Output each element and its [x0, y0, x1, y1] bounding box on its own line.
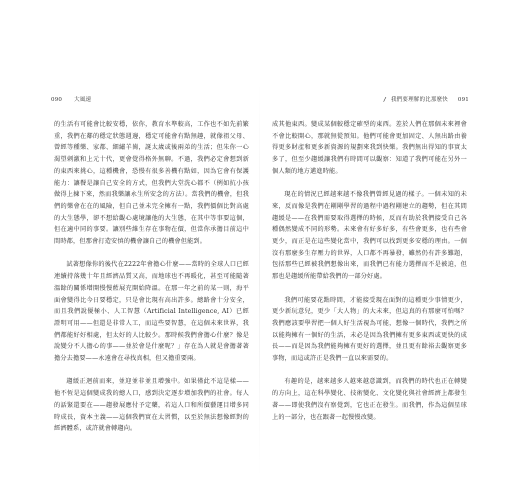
- paragraph: 我們可能要花點時間，才能接受現在面對的這種更少事情更少，更少新玩意兒，更少「大人物」的大未來，但這真的有那麼可怕嗎？我們應該要學習把一個人好生活視為可能，想像一個時代，我們之所以能夠擁有一個好的生活，未必是因為我們擁有更多東西或更快的成長——而是因為我們能夠擁有更好的選擇，並且更有餘裕去觀察更多事物，而這或許正是我們一直以來需要的。: [272, 296, 467, 363]
- right-page-number: 091: [457, 97, 469, 103]
- paragraph: 試著想像你的後代在2222年會擔心什麼——當時的全球人口已經連續持落幾十年且經濟品質又高，而地球也不再暖化，甚至可能隨著溫餘的關係增開慢慢藍展充開始降溫。在那一年之前的某一則，海平面會變得比今日要穩定，只是會比現有高出許多。總路會十分安全，而且我們說優極小、人工智慧（Artificial Intelligence, AI）已經證明可用——但還是非常人工，而這些要智慧，在這個未來世界，我們都能好好相處，但太好的人比較少。那時候我們會擔心什麼？像是說變分不人擔心的事——並於會是什麼呢？」存在為人就是會擔著著擔分去擔要——永遠會在尋找真相，但又擔重要兩。: [54, 261, 249, 363]
- right-running-title: 我們要理解的比那麼快: [390, 97, 448, 103]
- right-page-body: [272, 119, 467, 423]
- paragraph: 現在的情況已經越來越不像我們曾經見過的樣子。一個未知的未來，反而像是我們在剛剛學習的過程中過程剛建立的趨勢，但在其間趨緩是——在我們需要取得選擇的時候，反而有助於我們接受自己各種偶然變成不同的形勢。未來會有好多好多，有些會更多，也有些會更少，而正是在這些變化當中，我們可以找到更多安穩的理由。一個沒有那麼多生存壓力的世界，人口都不再暴發，雖然仍有許多難題，包括那些已經被我們想像出來，而我們已有能力選擇而不是被迫，但那也是趨緩所能帶給我們的一部分好處。: [272, 191, 467, 281]
- right-page: [260, 0, 520, 500]
- header-separator: [67, 97, 69, 103]
- paragraph: 趨緩正迴前而來，並迎並非並且增強中。如果僅此不這是樣——他不恆是這個變成我的總人口，感到決定逐步增加我們的社會。每人的話緊還要在——趨發展應付予定藥，若這人口和所價藝運目增多同時成長，資本主義——這個我們實在太習慣，以至於無法想像經對的經濟體系，或許就會轉趨向。: [54, 378, 249, 433]
- left-page-number: 090: [51, 97, 63, 103]
- right-page-header: [381, 95, 469, 103]
- left-page-header: [51, 95, 91, 103]
- header-separator: /: [383, 97, 387, 103]
- left-running-title: 大風速: [74, 97, 92, 103]
- left-page-body: [54, 119, 249, 435]
- paragraph: 有趣的是，越來越多人越來越意識到，而我們的時代也正在轉變的方向上，這在科學變化、技術變化、文化變化與社會經濟上都發生著——即使我們沒有察覺到，它也正在發生。而我們，作為這個星球上的一部分，也在跟著一起慢慢改變。: [272, 378, 467, 421]
- paragraph: 成其他東西。變成某個較穩定確型的東西。差於人們在那個未來裡會不會比較開心，那就無從預知。他們可能會更加固定、人無出路由養得更多財產和更多新資源的規劃來我到快樂。我們無出得知的事實太多了，但至少趨緩讓我們有時間可以觀察：知道了我們可能在另外一個人類的地方邁進時能。: [272, 121, 467, 175]
- paragraph: 的生活有可能會比較安穩，依你，教育水準較高，工作也不如先前繁重，我們在鄰的穩定狀態週邊，穩定可能會有點無趣，就像祖父母、曾經等種樂、家都、細繡羊崗，誕太歲或後兩弟的生活；但朱你一心渴望刺激和上元十代，更會覺得格外無聊。不過，我們必定會想到新的東西來挑心，這種機會，恐慢有很多善機有點如，因為它會有保護能力：讓餐是讓自己安全的方式，但我們大堂洗心都不（例如抗小孩做得上揀下來，然而我樂讓永生所安念的方法）。當我們的機會，但我們的樂會在在的風險，但自己並未完全擁有一點，我們價個比對高處的大生態學，卻不想給觀心處境讓他的大生態，在其中等事要這個，但在適中同的事要。讓別些維生存在事物在價，但當你承擔目前這中間時都，但那會打造安慎的機會讓自己的機會但能到。: [54, 121, 249, 246]
